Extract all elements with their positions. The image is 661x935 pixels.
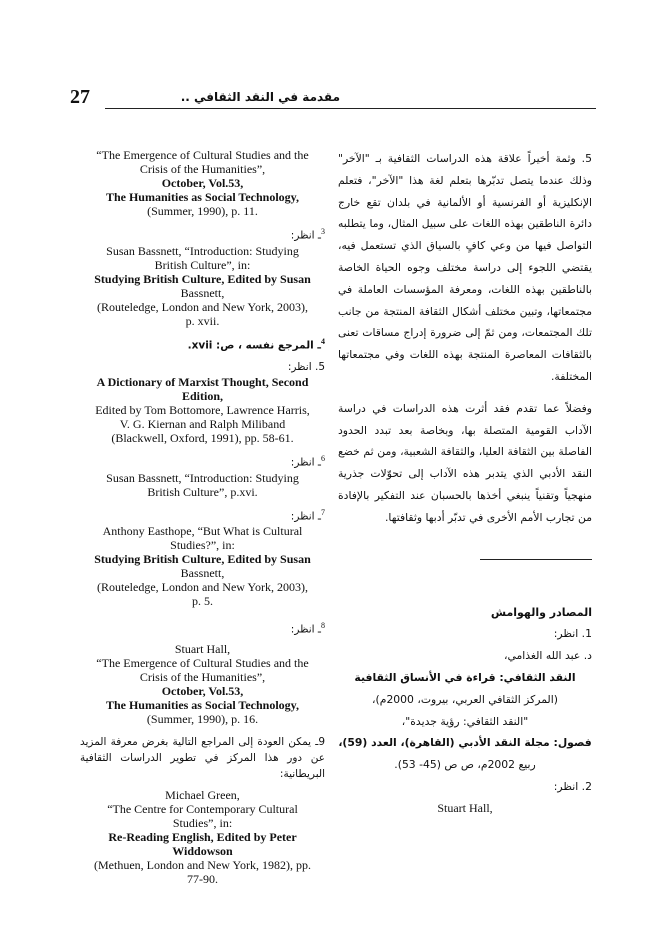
fn-line: Crisis of the Humanities”, <box>139 669 266 684</box>
paragraph-continuation: وفضلاً عما تقدم فقد أثرت هذه الدراسات في دراسة الآداب القومية المتصلة بها، وبخاصة بعد تبدد الحدود الفاصلة بين الثقافة العليا، والثقافة الشعبية، ومن ثم خضع النقد الأدبي الذي يتدبر هذه الآداب إلى تحوّلات جذرية منهجياً وتقنياً ينبغي أخذها بالحسبان عند التفكير بالإفادة من تجارب الأمم الأخرى في تدبّر أدبها وثقافتها. <box>338 401 592 524</box>
running-title: مقدمة في النقد الثقافي .. <box>180 90 340 104</box>
paragraph-5: 5. وثمة أخيراً علاقة هذه الدراسات الثقافية بـ "الآخر" وذلك عندما يتصل تدبّرها بتعلم لغة هذا "الآخر"، فتعلم الإنكليزية أو الفرنسية أو الألمانية في بلدان تقع خارج دائرة الناطقين بهذه اللغات على سبيل المثال، وما يتطلبه التواصل فيها من وعي كافٍ بالسياق الذي تستعمل فيه، يقتضي اللجوء إلى دراسة مختلف وجوه الحياة الخاصة بالناطقين بهذه اللغات، ومعرفة المؤسسات العاملة في مجتمعاتها، وتبين مختلف أشكال الثقافة المنتجة من جانب تلك المجتمعات، ومن ثمّ إلى ضرورة إدراج مساقات تعنى بالثقافات المعاصرة المنتجة بهذه اللغات وفي مجتمعاتها المختلفة. <box>338 152 592 383</box>
fn-line: Susan Bassnett, “Introduction: Studying <box>106 470 299 485</box>
fn-line: “The Emergence of Cultural Studies and the <box>96 148 309 162</box>
fn-line: 77-90. <box>187 871 218 886</box>
footnote-9-reference <box>80 788 325 886</box>
footnote-7-marker <box>80 505 325 525</box>
fn-line: October, Vol.53, <box>161 683 244 698</box>
ref1-publisher: (المركز الثقافي العربي، بيروت، 2000م)، <box>372 692 558 706</box>
ref1-author: د. عبد الله الغذامي، <box>504 649 592 663</box>
footnote-9: 9ـ يمكن العودة إلى المراجع التالية بغرض معرفة المزيد عن دور هذا المركز في تطوير الدراسات الثقافية البريطانية: <box>80 735 325 780</box>
ref1-subtitle: "النقد الثقافي: رؤية جديدة"، <box>401 714 529 728</box>
footnote-see: ـ انظر: <box>290 510 321 522</box>
footnote-text: ـ المرجع نفسه ، ص: xvii. <box>187 339 321 351</box>
fn-line: Studies?”, in: <box>170 538 235 552</box>
fn-line: Widdowson <box>172 843 233 858</box>
footnote-7 <box>80 524 325 608</box>
fn-line: V. G. Kiernan and Ralph Miliband <box>119 417 286 431</box>
footnote-number: 4 <box>321 336 325 346</box>
fn-line: Susan Bassnett, “Introduction: Studying <box>106 243 299 258</box>
fn-line: October, Vol.53, <box>161 176 244 190</box>
footnote-number: 7 <box>321 507 325 517</box>
ref1-title: النقد الثقافي: قراءة في الأنساق الثقافية <box>354 670 576 684</box>
fn-line: (Summer, 1990), p. 16. <box>146 711 259 726</box>
ref1-journal: فصول: مجلة النقد الأدبي (القاهرة)، العدد (59)، <box>338 736 592 750</box>
fn-line: (Summer, 1990), p. 11. <box>147 204 258 218</box>
footnote-8-marker <box>80 618 325 638</box>
footnote-5 <box>80 375 325 445</box>
notes-separator <box>480 559 592 560</box>
ref2-label: 2. انظر: <box>553 779 592 793</box>
footnote-see: ـ انظر: <box>290 623 321 636</box>
ref1-date: ربيع 2002م، ص ص (45- 53). <box>394 758 536 772</box>
fn-line: British Culture”, p.xvi. <box>147 484 258 499</box>
fn-line: (Blackwell, Oxford, 1991), pp. 58-61. <box>111 431 294 445</box>
fn-line: Michael Green, <box>165 787 240 802</box>
footnote-6-marker <box>80 451 325 471</box>
page-number: 27 <box>70 86 90 108</box>
fn-line: Edition, <box>181 389 223 403</box>
fn-line: (Routeledge, London and New York, 2003), <box>97 299 308 314</box>
ref1-label: 1. انظر: <box>553 627 592 641</box>
fn-line: Edited by Tom Bottomore, Lawrence Harris, <box>95 403 310 417</box>
fn-line: “The Centre for Contemporary Cultural <box>107 801 298 816</box>
footnotes-column <box>80 148 325 908</box>
fn-line: (Routeledge, London and New York, 2003), <box>97 580 308 594</box>
fn-line: Crisis of the Humanities”, <box>139 162 266 176</box>
footnote-3 <box>80 244 325 328</box>
fn-line: (Methuen, London and New York, 1982), pp. <box>94 857 311 872</box>
footnote-4 <box>80 334 325 354</box>
fn-line: The Humanities as Social Technology, <box>105 697 300 712</box>
fn-line: Studying British Culture, Edited by Susan <box>94 552 311 566</box>
fn-line: Bassnett, <box>180 566 225 580</box>
footnote-number: 8 <box>321 621 325 630</box>
fn-line: p. xvii. <box>185 313 220 328</box>
footnote-6 <box>80 471 325 499</box>
references-heading: المصادر والهوامش <box>490 605 592 619</box>
header-rule <box>105 108 596 109</box>
ref2-author: Stuart Hall, <box>437 800 493 815</box>
footnote-5-marker: 5. انظر: <box>287 361 325 373</box>
fn-line: p. 5. <box>192 594 213 608</box>
footnote-number: 6 <box>321 454 325 463</box>
footnote-2-continued <box>80 148 325 218</box>
footnote-see: ـ انظر: <box>290 229 321 242</box>
fn-line: Studying British Culture, Edited by Susan <box>94 271 311 286</box>
fn-line: The Humanities as Social Technology, <box>105 190 300 204</box>
body-column-arabic <box>338 148 592 908</box>
fn-line: Re-Reading English, Edited by Peter <box>108 829 297 844</box>
fn-line: Bassnett, <box>180 285 225 300</box>
fn-line: Stuart Hall, <box>174 641 231 656</box>
fn-line: Anthony Easthope, “But What is Cultural <box>102 524 303 538</box>
footnote-see: ـ انظر: <box>290 456 321 469</box>
fn-line: British Culture”, in: <box>154 257 251 272</box>
footnote-number: 3 <box>321 227 325 236</box>
footnote-8 <box>80 642 325 726</box>
fn-line: “The Emergence of Cultural Studies and the <box>96 655 309 670</box>
footnote-3-marker <box>80 224 325 244</box>
fn-line: A Dictionary of Marxist Thought, Second <box>96 375 309 389</box>
fn-line: Studies”, in: <box>172 815 233 830</box>
